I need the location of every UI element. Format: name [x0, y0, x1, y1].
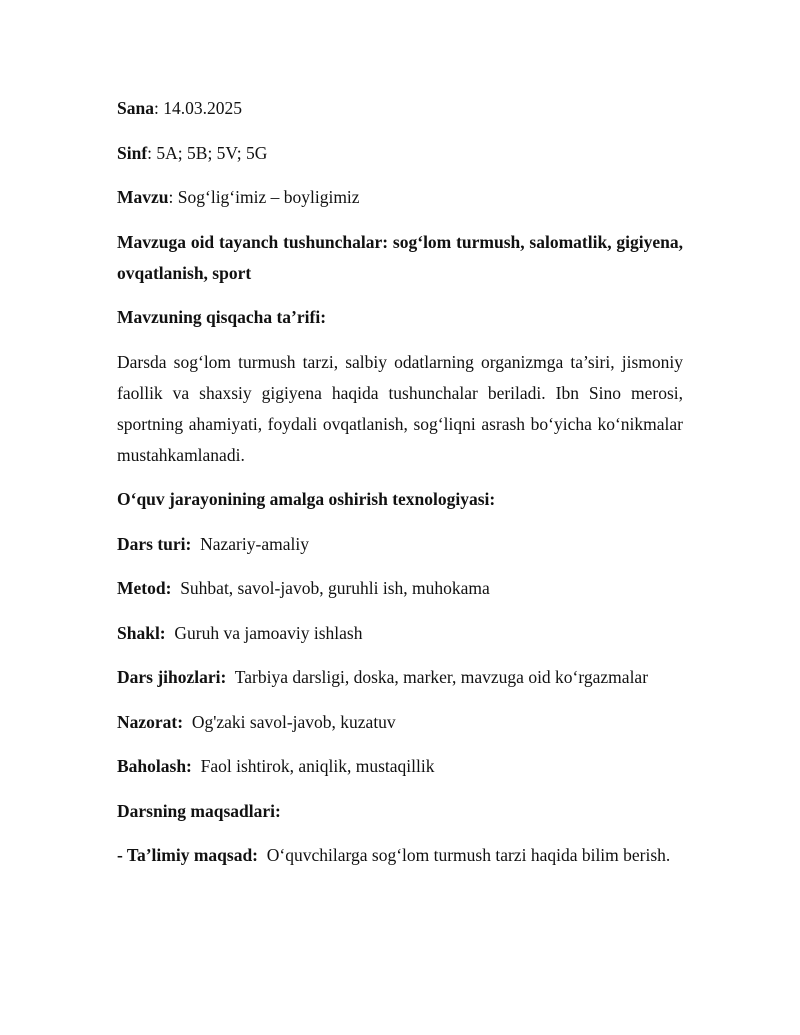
- field-assessment: [117, 751, 683, 782]
- goals-heading-text: Darsning maqsadlari:: [117, 800, 281, 821]
- field-value: Tarbiya darsligi, doska, marker, mavzuga oid ko‘rgazmalar: [234, 667, 649, 687]
- field-equipment: [117, 662, 683, 693]
- educational-goal-text: O‘quvchilarga sog‘lom turmush tarzi haqida bilim berish.: [266, 845, 671, 865]
- field-value: Faol ishtirok, aniqlik, mustaqillik: [200, 756, 435, 776]
- class-line: [117, 138, 683, 169]
- field-lesson-type: [117, 529, 683, 560]
- educational-goal-label: - Ta’limiy maqsad:: [117, 845, 258, 865]
- field-value: Guruh va jamoaviy ishlash: [174, 622, 363, 643]
- document-content: [117, 93, 683, 885]
- topic-line: [117, 182, 683, 213]
- field-label: Nazorat:: [117, 711, 184, 732]
- field-value: Suhbat, savol-javob, guruhli ish, muhokama: [180, 578, 490, 598]
- summary-heading-text: Mavzuning qisqacha ta’rifi:: [117, 307, 327, 327]
- field-method: [117, 573, 683, 604]
- date-label: Sana: [117, 98, 154, 118]
- class-label: Sinf: [117, 142, 148, 163]
- field-label: Metod:: [117, 578, 172, 598]
- field-value: Og'zaki savol-javob, kuzatuv: [191, 711, 396, 732]
- goals-heading: [117, 796, 683, 827]
- key-concepts-text: Mavzuga oid tayanch tushunchalar: sog‘lom turmush, salomatlik, gigiyena, ovqatlanish, sport: [117, 231, 683, 283]
- date-value: : 14.03.2025: [153, 98, 242, 118]
- key-concepts: [117, 227, 683, 289]
- field-form: [117, 618, 683, 649]
- field-value: Nazariy-amaliy: [200, 533, 309, 554]
- date-line: [117, 93, 683, 124]
- field-label: Dars jihozlari:: [117, 667, 227, 687]
- field-control: [117, 707, 683, 738]
- educational-goal: [117, 840, 683, 871]
- summary-body: Darsda sog‘lom turmush tarzi, salbiy odatlarning organizmga ta’siri, jismoniy faollik va shaxsiy gigiyena haqida tushunchalar beriladi. Ibn Sino merosi, sportning ahamiyati, foydali ovqatlanish, sog‘liqni asrash bo‘yicha ko‘nikmalar mustahkamlanadi.: [117, 351, 683, 465]
- field-label: Dars turi:: [117, 533, 192, 554]
- class-value: : 5A; 5B; 5V; 5G: [147, 142, 268, 163]
- technology-heading-text: O‘quv jarayonining amalga oshirish texnologiyasi:: [117, 489, 496, 509]
- topic-value: : Sog‘lig‘imiz – boyligimiz: [168, 187, 360, 207]
- topic-label: Mavzu: [117, 187, 169, 207]
- field-label: Shakl:: [117, 622, 166, 643]
- field-label: Baholash:: [117, 756, 192, 776]
- technology-heading: [117, 484, 683, 515]
- summary-heading: [117, 302, 683, 333]
